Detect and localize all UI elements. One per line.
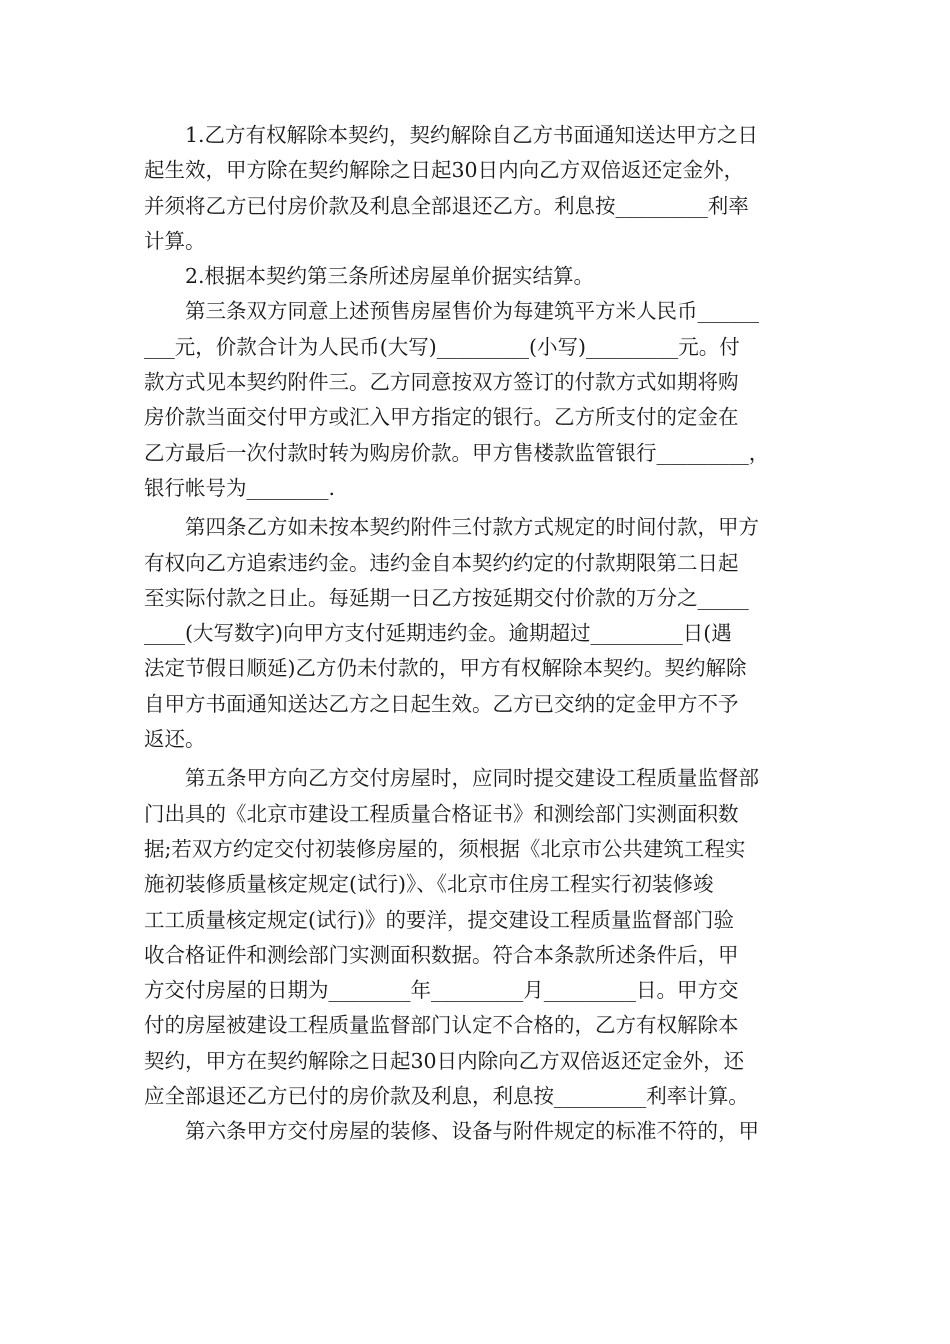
text-line: 2.根据本契约第三条所述房屋单价据实结算。	[144, 264, 595, 289]
text-line: ___元，价款合计为人民币(大写)_________(小写)_________元。付	[144, 334, 740, 359]
text-line: 自甲方书面通知送达乙方之日起生效。乙方已交纳的定金甲方不予	[144, 691, 739, 716]
text-line: 并须将乙方已付房价款及利息全部退还乙方。利息按_________利率	[144, 193, 749, 218]
text-line: 至实际付款之日止。每延期一日乙方按延期交付价款的万分之_____	[144, 585, 749, 610]
text-line: 起生效，甲方除在契约解除之日起30日内向乙方双倍返还定金外，	[144, 158, 745, 183]
text-line: 返还。	[144, 727, 206, 752]
text-line: 有权向乙方追索违约金。违约金自本契约约定的付款期限第二日起	[144, 550, 739, 575]
text-line: 付的房屋被建设工程质量监督部门认定不合格的，乙方有权解除本	[144, 1013, 739, 1038]
text-line: 房价款当面交付甲方或汇入甲方指定的银行。乙方所支付的定金在	[144, 405, 739, 430]
text-line: 门出具的《北京市建设工程质量合格证书》和测绘部门实测面积数	[144, 801, 739, 826]
text-line: 计算。	[144, 228, 206, 253]
document-body	[144, 118, 806, 1150]
text-line: 第六条甲方交付房屋的装修、设备与附件规定的标准不符的，甲	[144, 1119, 759, 1144]
text-line: 契约，甲方在契约解除之日起30日内除向乙方双倍返还定金外，还	[144, 1048, 745, 1073]
text-line: 工工质量核定规定(试行)》的要洋，提交建设工程质量监督部门验	[144, 907, 734, 932]
text-line: 1.乙方有权解除本契约，契约解除自乙方书面通知送达甲方之日	[144, 123, 759, 147]
text-line: 应全部退还乙方已付的房价款及利息，利息按_________利率计算。	[144, 1084, 749, 1109]
text-line: 收合格证件和测绘部门实测面积数据。符合本条款所述条件后，甲	[144, 942, 739, 967]
text-line: 乙方最后一次付款时转为购房价款。甲方售楼款监管银行_________，	[144, 440, 770, 465]
text-line: 银行帐号为________.	[144, 475, 336, 500]
text-line: 施初装修质量核定规定(试行)》、《北京市住房工程实行初装修竣	[144, 872, 714, 897]
text-line: ____(大写数字)向甲方支付延期违约金。逾期超过_________日(遇	[144, 621, 732, 646]
text-line: 款方式见本契约附件三。乙方同意按双方签订的付款方式如期将购	[144, 370, 739, 395]
text-line: 方交付房屋的日期为________年_________月_________日。甲方交	[144, 978, 739, 1003]
text-line: 第四条乙方如未按本契约附件三付款方式规定的时间付款，甲方	[144, 515, 759, 540]
text-line: 据;若双方约定交付初装修房屋的，须根据《北京市公共建筑工程实	[144, 836, 746, 861]
text-line: 第三条双方同意上述预售房屋售价为每建筑平方米人民币______	[144, 299, 759, 324]
text-line: 第五条甲方向乙方交付房屋时，应同时提交建设工程质量监督部	[144, 766, 759, 791]
text-line: 法定节假日顺延)乙方仍未付款的，甲方有权解除本契约。契约解除	[144, 656, 747, 681]
